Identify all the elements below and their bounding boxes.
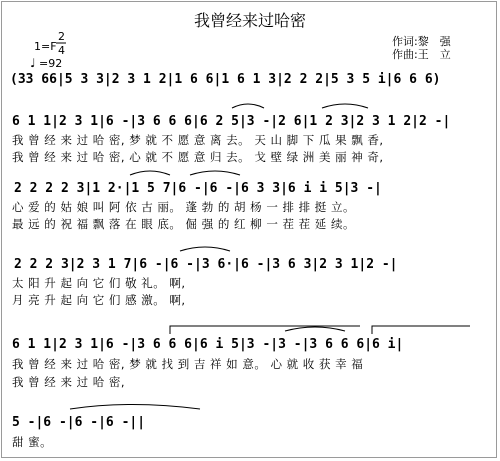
row-3-notes: 2 2 2 3|2 3 1 7|6 -|6 -|3 6·|6 -|3 6 3|2 3 1|2 -| (14, 257, 398, 272)
row-2-notes: 2 2 2 2 3|1 2·|1 5 7|6 -|6 -|6 3 3|6 i i 5|3 -| (14, 181, 382, 196)
lyricist-credit: 作词:黎 强 (392, 35, 451, 48)
slur-7 (70, 405, 200, 410)
time-signature-bottom: 4 (58, 44, 65, 57)
row-1-notes: 6 1 1|2 3 1|6 -|3 6 6 6|6 2 5|3 -|2 6|1 2 3|2 3 1 2|2 -| (12, 114, 451, 129)
row-4-lyrics-verse-1: 我 曾 经 来 过 哈 密, 梦 就 找 到 吉 祥 如 意。 心 就 收 获 幸 福 (12, 357, 364, 371)
row-2-lyrics-verse-1: 心 爱 的 姑 娘 叫 阿 依 古 丽。 蓬 勃 的 胡 杨 一 排 排 挺 立。 (12, 200, 355, 214)
song-title: 我曾经来过哈密 (193, 11, 306, 30)
ending-bracket-2 (372, 326, 470, 334)
time-signature-top: 2 (58, 30, 65, 43)
quarter-note-icon: ♩ (30, 56, 36, 70)
row-2-lyrics-verse-2: 最 远 的 祝 福 飘 落 在 眼 底。 倔 强 的 红 柳 一 茬 茬 延 续。 (12, 217, 355, 231)
ending-bracket-1 (170, 326, 360, 334)
slur-1 (232, 104, 264, 108)
slur-6 (285, 327, 345, 331)
row-1-lyrics-verse-1: 我 曾 经 来 过 哈 密, 梦 就 不 愿 意 离 去。 天 山 脚 下 瓜 果 飘 香, (12, 133, 384, 147)
slur-5 (180, 247, 230, 251)
row-1-lyrics-verse-2: 我 曾 经 来 过 哈 密, 心 就 不 愿 意 归 去。 戈 壁 绿 洲 美 丽 神 奇, (12, 150, 384, 164)
composer-credit: 作曲:王 立 (392, 48, 451, 61)
row-4-notes: 6 1 1|2 3 1|6 -|3 6 6 6|6 i 5|3 -|3 -|3 6 6 6|6 i| (12, 337, 404, 352)
tempo-marking: =92 (39, 57, 63, 70)
row-5-notes: 5 -|6 -|6 -|6 -|| (12, 415, 146, 430)
slur-3 (130, 171, 170, 175)
row-3-lyrics-verse-1: 太 阳 升 起 向 它 们 敬 礼。 啊, (12, 276, 186, 290)
row-5-lyrics: 甜 蜜。 (12, 435, 53, 449)
intro-notes: (33 66|5 3 3|2 3 1 2|1 6 6|1 6 1 3|2 2 2|5 3 5 i|6 6 6) (10, 72, 441, 87)
row-4-lyrics-verse-2: 我 曾 经 来 过 哈 密, (12, 375, 126, 389)
key-signature: 1=F (34, 40, 57, 53)
slur-2 (322, 104, 368, 108)
slur-4 (190, 171, 240, 175)
row-3-lyrics-verse-2: 月 亮 升 起 向 它 们 感 激。 啊, (12, 293, 186, 307)
